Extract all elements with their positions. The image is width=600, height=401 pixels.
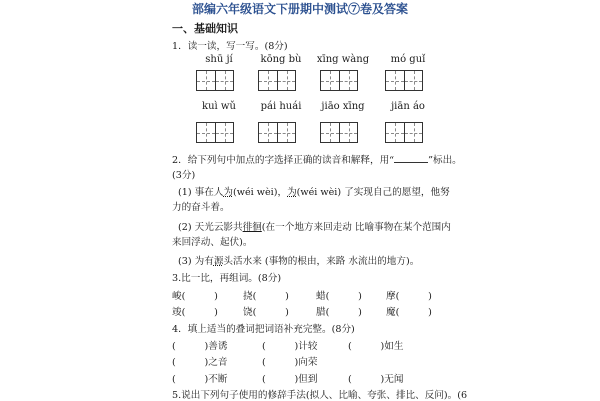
fill-item: ( )如生 (348, 341, 404, 352)
fill-item: ( )之音 (172, 357, 228, 368)
writing-grid[interactable] (196, 70, 234, 91)
answer-blank: ( ) (181, 307, 218, 318)
pinyin-label: jiāo xīng (321, 101, 365, 112)
question-3-prompt: 3.比一比，再组词。(8分) (172, 273, 282, 284)
compare-item: 摩( ) (386, 291, 432, 302)
page-title: 部编六年级语文下册期中测试⑦卷及答案 (191, 2, 408, 16)
answer-blank: ( ) (395, 307, 432, 318)
answer-blank: ( ) (395, 291, 432, 302)
answer-blank: ( ) (181, 291, 218, 302)
fill-item: ( )无闻 (348, 374, 404, 385)
writing-grid[interactable] (258, 70, 296, 91)
answer-blank: ( ) (325, 307, 362, 318)
compare-item: 蜡( ) (316, 291, 362, 302)
fill-item: ( )不断 (172, 374, 228, 385)
pinyin-label: jiān áo (391, 101, 425, 112)
writing-grid[interactable] (320, 70, 358, 91)
answer-blank: ( ) (262, 374, 299, 385)
answer-blank (394, 153, 428, 163)
pinyin-label: pái huái (260, 101, 302, 112)
compare-item: 腊( ) (316, 307, 362, 318)
dotted-character: 为 (223, 187, 234, 198)
compare-item: 峻( ) (172, 291, 218, 302)
pinyin-label: mó guǐ (390, 54, 426, 65)
question-2-item-2-cont: 来回浮动、起伏)。 (172, 237, 253, 248)
fill-item: ( )但到 (262, 374, 318, 385)
answer-blank: ( ) (325, 291, 362, 302)
answer-blank: ( ) (262, 341, 299, 352)
pinyin-label: kōng bù (260, 54, 302, 65)
writing-grid[interactable] (385, 70, 423, 91)
fill-item: ( )善诱 (172, 341, 228, 352)
answer-blank: ( ) (172, 374, 209, 385)
fill-item: ( )计较 (262, 341, 318, 352)
dotted-character: 徘徊 (242, 222, 262, 233)
answer-blank: ( ) (348, 341, 385, 352)
answer-blank: ( ) (348, 374, 385, 385)
dotted-character: 为 (287, 187, 297, 198)
question-2-item-1: (1) 事在人为(wéi wèi)，为(wéi wèi) 了实现自己的愿望，他努 (178, 187, 450, 198)
compare-item: 饶( ) (243, 307, 289, 318)
dotted-character: 源 (213, 256, 224, 267)
pinyin-label: kuì wǔ (202, 101, 236, 112)
question-2-item-2: (2) 天光云影共徘徊(在一个地方来回走动 比喻事物在某个范围内 (178, 222, 451, 233)
question-4-prompt: 4．填上适当的叠词把词语补充完整。(8分) (172, 324, 355, 335)
compare-item: 竣( ) (172, 307, 218, 318)
writing-grid[interactable] (385, 122, 423, 143)
question-2-prompt: 2．给下列句中加点的字选择正确的读音和解释，用“ ”标出。 (172, 155, 462, 166)
answer-blank: ( ) (172, 341, 209, 352)
section-heading: 一、基础知识 (172, 22, 238, 35)
writing-grid[interactable] (258, 122, 296, 143)
question-1-prompt: 1．读一读，写一写。(8分) (172, 41, 288, 52)
question-2-score: (3分) (172, 170, 196, 181)
compare-item: 挠( ) (243, 291, 289, 302)
question-5-prompt: 5.说出下列句子使用的修辞手法(拟人、比喻、夸张、排比、反问)。(6 (172, 390, 468, 401)
answer-blank: ( ) (252, 307, 289, 318)
pinyin-label: xīng wàng (316, 54, 370, 65)
fill-item: ( )向荣 (262, 357, 318, 368)
pinyin-label: shū jí (205, 54, 233, 65)
answer-blank: ( ) (262, 357, 299, 368)
question-2-item-3: (3) 为有源头活水来 (事物的根由，来路 水流出的地方)。 (178, 256, 420, 267)
question-2-item-1-cont: 力的奋斗着。 (172, 202, 230, 213)
writing-grid[interactable] (196, 122, 234, 143)
answer-blank: ( ) (252, 291, 289, 302)
answer-blank: ( ) (172, 357, 209, 368)
writing-grid[interactable] (320, 122, 358, 143)
compare-item: 魔( ) (386, 307, 432, 318)
